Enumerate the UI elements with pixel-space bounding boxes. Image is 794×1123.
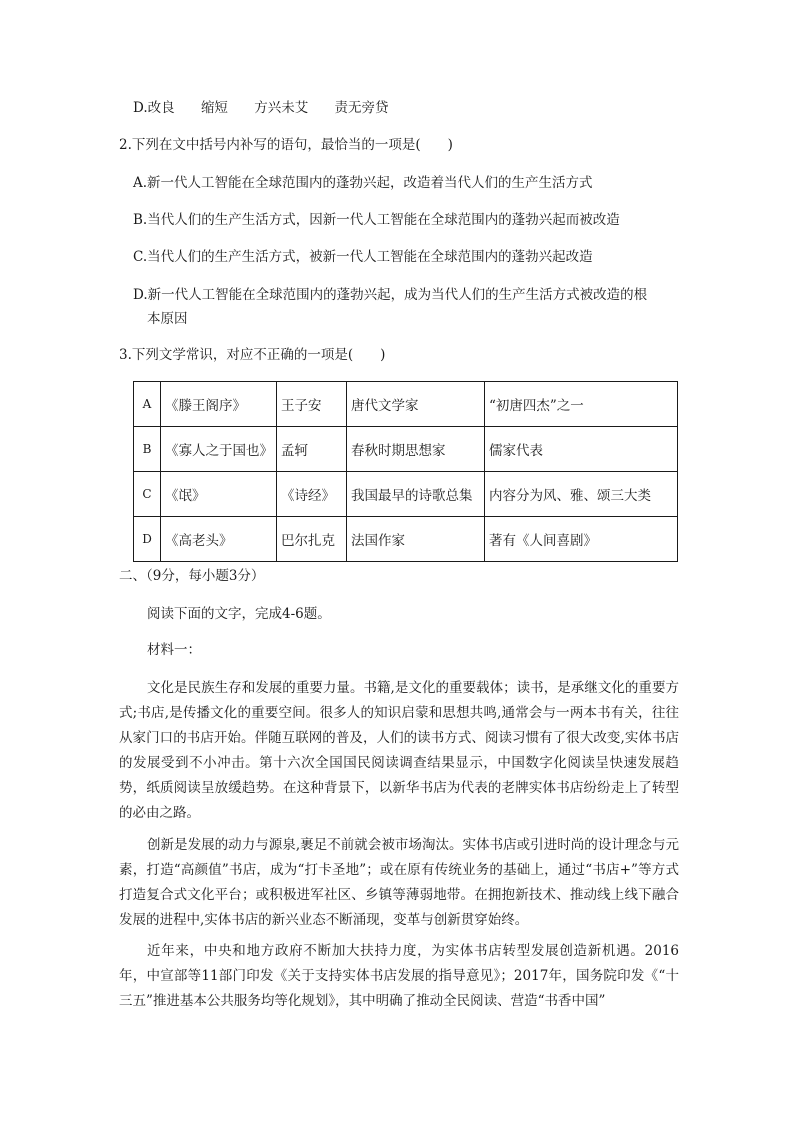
- material-label: 材料一：: [147, 642, 201, 658]
- table-cell-identity: 春秋时期思想家: [347, 427, 485, 472]
- table-row: [134, 517, 678, 562]
- q2-option-d-line1: D.新一代人工智能在全球范围内的蓬勃兴起，成为当代人们的生产生活方式被改造的根: [133, 287, 648, 303]
- q1-option-d-word-1: 缩短: [200, 100, 228, 116]
- section-heading: 二、（9分，每小题3分）: [119, 568, 265, 584]
- table-cell-note: 著有《人间喜剧》: [485, 517, 678, 562]
- table-row: [134, 382, 678, 427]
- table-cell-author: 《诗经》: [277, 472, 347, 517]
- table-cell-work: 《滕王阁序》: [161, 382, 277, 427]
- q2-option-c: C.当代人们的生产生活方式，被新一代人工智能在全球范围内的蓬勃兴起改造: [133, 249, 593, 265]
- reading-instruction: 阅读下面的文字，完成4-6题。: [147, 606, 331, 622]
- table-cell-letter: A: [134, 382, 161, 427]
- table-cell-identity: 唐代文学家: [347, 382, 485, 427]
- paragraph-2: 创新是发展的动力与源泉,裹足不前就会被市场淘汰。实体书店或引进时尚的设计理念与元素，打造“高颜值”书店，成为“打卡圣地”；或在原有传统业务的基础上，通过“书店+”等方式打造复合式文化平台；或积极进军社区、乡镇等薄弱地带。在拥抱新技术、推动线上线下融合发展的进程中,实体书店的新兴业态不断涌现，变革与创新贯穿始终。: [119, 837, 679, 928]
- table-cell-identity: 法国作家: [347, 517, 485, 562]
- q1-option-d-word-2: 方兴未艾: [254, 100, 309, 116]
- table-cell-letter: B: [134, 427, 161, 472]
- table-cell-author: 巴尔扎克: [277, 517, 347, 562]
- table-cell-work: 《高老头》: [161, 517, 277, 562]
- table-cell-work: 《寡人之于国也》: [161, 427, 277, 472]
- table-row: [134, 427, 678, 472]
- table-cell-letter: C: [134, 472, 161, 517]
- literature-table: [133, 381, 678, 562]
- table-cell-note: 儒家代表: [485, 427, 678, 472]
- q1-option-d-label: D.改良: [133, 100, 175, 116]
- q3-stem: 3.下列文学常识，对应不正确的一项是( ): [119, 347, 386, 363]
- table-cell-work: 《氓》: [161, 472, 277, 517]
- table-row: [134, 472, 678, 517]
- paragraph-3: 近年来，中央和地方政府不断加大扶持力度，为实体书店转型发展创造新机遇。2016年，中宣部等11部门印发《关于支持实体书店发展的指导意见》；2017年，国务院印发《“十三五”推进基本公共服务均等化规划》，其中明确了推动全民阅读、营造“书香中国”: [119, 943, 679, 1009]
- q1-option-d: [133, 98, 411, 118]
- table-cell-note: 内容分为风、雅、颂三大类: [485, 472, 678, 517]
- q2-option-d-line2: 本原因: [147, 311, 188, 327]
- table-cell-author: 王子安: [277, 382, 347, 427]
- table-cell-letter: D: [134, 517, 161, 562]
- table-cell-identity: 我国最早的诗歌总集: [347, 472, 485, 517]
- q2-option-a: A.新一代人工智能在全球范围内的蓬勃兴起，改造着当代人们的生产生活方式: [133, 175, 593, 191]
- q2-stem: 2.下列在文中括号内补写的语句，最恰当的一项是( ): [119, 137, 453, 153]
- q1-option-d-word-3: 责无旁贷: [334, 100, 389, 116]
- q2-option-b: B.当代人们的生产生活方式，因新一代人工智能在全球范围内的蓬勃兴起而被改造: [133, 212, 620, 228]
- paragraph-1: 文化是民族生存和发展的重要力量。书籍,是文化的重要载体；读书，是承继文化的重要方式;书店,是传播文化的重要空间。很多人的知识启蒙和思想共鸣,通常会与一两本书有关，往往从家门口的书店开始。伴随互联网的普及，人们的读书方式、阅读习惯有了很大改变,实体书店的发展受到不小冲击。第十六次全国国民阅读调查结果显示，中国数字化阅读呈快速发展趋势，纸质阅读呈放缓趋势。在这种背景下，以新华书店为代表的老牌实体书店纷纷走上了转型的必由之路。: [119, 680, 679, 821]
- table-cell-note: “初唐四杰”之一: [485, 382, 678, 427]
- table-cell-author: 孟轲: [277, 427, 347, 472]
